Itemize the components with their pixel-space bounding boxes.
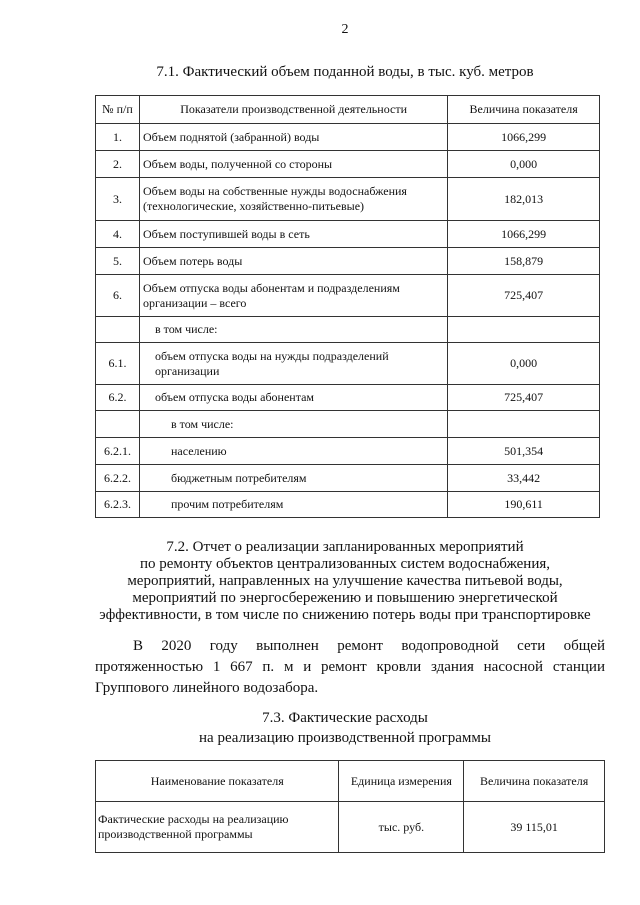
row-number-cell <box>96 317 140 343</box>
value-cell: 0,000 <box>448 343 600 385</box>
table-row <box>96 178 600 221</box>
table-row <box>96 492 600 518</box>
indicator-cell: в том числе: <box>139 411 447 438</box>
section-7-3-title-line: 7.3. Фактические расходы <box>262 710 428 726</box>
indicator-cell: прочим потребителям <box>139 492 447 518</box>
table-row <box>96 343 600 385</box>
table-header-row <box>96 96 600 124</box>
indicator-cell: в том числе: <box>139 317 447 343</box>
row-number-cell: 5. <box>96 248 140 275</box>
table-row <box>96 221 600 248</box>
value-cell: 182,013 <box>448 178 600 221</box>
table-row <box>96 248 600 275</box>
indicator-cell: Объем потерь воды <box>139 248 447 275</box>
value-cell: 725,407 <box>448 275 600 317</box>
value-cell: 501,354 <box>448 438 600 465</box>
table-row <box>96 275 600 317</box>
value-cell: 39 115,01 <box>464 802 605 853</box>
row-number-cell <box>96 411 140 438</box>
indicator-cell: Объем воды, полученной со стороны <box>139 151 447 178</box>
section-7-2-title-line: эффективности, в том числе по снижению потерь воды при транспортировке <box>99 607 591 623</box>
header-cell: Наименование показателя <box>96 761 339 802</box>
section-7-2-paragraph <box>95 636 605 699</box>
row-number-cell: 6.2.1. <box>96 438 140 465</box>
header-cell: Единица измерения <box>339 761 464 802</box>
row-number-cell: 4. <box>96 221 140 248</box>
value-cell: 725,407 <box>448 385 600 411</box>
expenses-table <box>95 760 605 853</box>
value-cell: 0,000 <box>448 151 600 178</box>
row-number-cell: 6. <box>96 275 140 317</box>
header-cell: Величина показателя <box>448 96 600 124</box>
table-row <box>96 317 600 343</box>
indicator-cell: Фактические расходы на реализацию производственной программы <box>96 802 339 853</box>
indicator-cell: Объем воды на собственные нужды водоснабжения (технологические, хозяйственно-питьевые) <box>139 178 447 221</box>
indicator-cell: Объем отпуска воды абонентам и подразделениям организации – всего <box>139 275 447 317</box>
section-7-2-title-line: мероприятий, направленных на улучшение качества питьевой воды, <box>127 573 563 589</box>
section-7-2-title-line: по ремонту объектов централизованных систем водоснабжения, <box>139 556 550 572</box>
value-cell: 33,442 <box>448 465 600 492</box>
table-row <box>96 465 600 492</box>
indicator-cell: населению <box>139 438 447 465</box>
row-number-cell: 6.2.2. <box>96 465 140 492</box>
header-cell: Величина показателя <box>464 761 605 802</box>
row-number-cell: 6.2. <box>96 385 140 411</box>
table-header-row <box>96 761 605 802</box>
value-cell: 1066,299 <box>448 124 600 151</box>
section-7-1-title: 7.1. Фактический объем поданной воды, в тыс. куб. метров <box>156 64 534 80</box>
section-7-3-title-line: на реализацию производственной программы <box>199 730 491 746</box>
row-number-cell: 3. <box>96 178 140 221</box>
paragraph-text: В 2020 году выполнен ремонт водопроводной сети общей протяженностью 1 667 п. м и ремонт кровли здания насосной станции Группового линейного водозабора. <box>95 638 605 696</box>
value-cell: 190,611 <box>448 492 600 518</box>
indicator-cell: объем отпуска воды на нужды подразделений организации <box>139 343 447 385</box>
table-row <box>96 124 600 151</box>
water-volume-table <box>95 95 600 518</box>
indicator-cell: объем отпуска воды абонентам <box>139 385 447 411</box>
indicator-cell: бюджетным потребителям <box>139 465 447 492</box>
table-row <box>96 438 600 465</box>
row-number-cell: 6.2.3. <box>96 492 140 518</box>
page-number: 2 <box>341 22 349 37</box>
row-number-cell: 1. <box>96 124 140 151</box>
row-number-cell: 2. <box>96 151 140 178</box>
row-number-cell: 6.1. <box>96 343 140 385</box>
table-row <box>96 411 600 438</box>
indicator-cell: Объем поднятой (забранной) воды <box>139 124 447 151</box>
header-cell: Показатели производственной деятельности <box>139 96 447 124</box>
unit-cell: тыс. руб. <box>339 802 464 853</box>
section-7-2-title-line: 7.2. Отчет о реализации запланированных мероприятий <box>166 539 524 555</box>
value-cell: 158,879 <box>448 248 600 275</box>
header-cell: № п/п <box>96 96 140 124</box>
section-7-2-title-line: мероприятий по энергосбережению и повышению энергетической <box>132 590 558 606</box>
indicator-cell: Объем поступившей воды в сеть <box>139 221 447 248</box>
table-row <box>96 151 600 178</box>
table-row <box>96 385 600 411</box>
table-row <box>96 802 605 853</box>
value-cell <box>448 317 600 343</box>
value-cell <box>448 411 600 438</box>
value-cell: 1066,299 <box>448 221 600 248</box>
